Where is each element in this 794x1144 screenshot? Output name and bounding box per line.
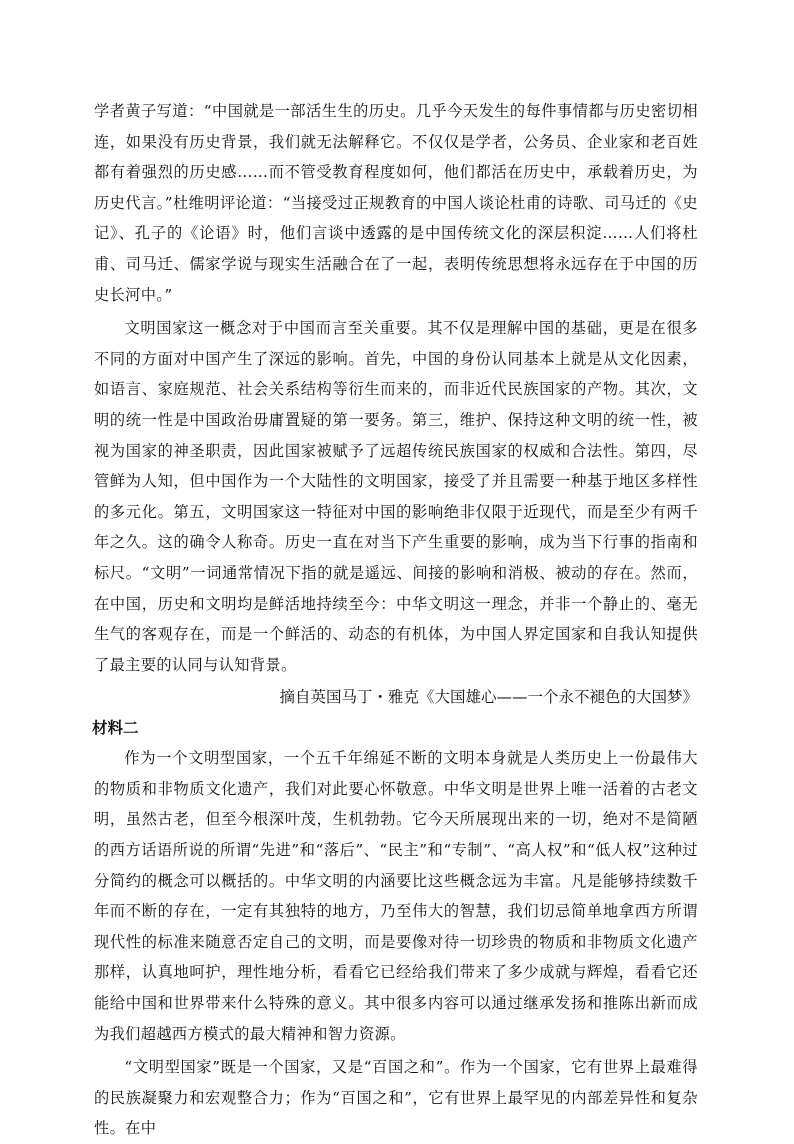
page-content	[94, 96, 698, 1144]
material2-heading: 材料二	[92, 719, 139, 738]
material1-paragraph-2: 文明国家这一概念对于中国而言至关重要。其不仅是理解中国的基础，更是在很多不同的方面对中国产生了深远的影响。首先，中国的身份认同基本上就是从文化因素，如语言、家庭规范、社会关系结构等衍生而来的，而非近代民族国家的产物。其次，文明的统一性是中国政治毋庸置疑的第一要务。第三，维护、保持这种文明的统一性，被视为国家的神圣职责，因此国家被赋予了远超传统民族国家的权威和合法性。第四，尽管鲜为人知，但中国作为一个大陆性的文明国家，接受了并且需要一种基于地区多样性的多元化。第五，文明国家这一特征对中国的影响绝非仅限于近现代，而是至少有两千年之久。这的确令人称奇。历史一直在对当下产生重要的影响，成为当下行事的指南和标尺。“文明”一词通常情况下指的就是遥远、间接的影响和消极、被动的存在。然而，在中国，历史和文明均是鲜活地持续至今：中华文明这一理念，并非一个静止的、毫无生气的客观存在，而是一个鲜活的、动态的有机体，为中国人界定国家和自我认知提供了最主要的认同与认知背景。	[94, 319, 698, 674]
material2-paragraph-2: “文明型国家”既是一个国家，又是“百国之和”。作为一个国家，它有世界上最难得的民族凝聚力和宏观整合力；作为“百国之和”，它有世界上最罕见的内部差异性和复杂性。在中	[94, 1058, 698, 1138]
material1-paragraph-1: 学者黄子写道：“中国就是一部活生生的历史。几乎今天发生的每件事情都与历史密切相连，如果没有历史背景，我们就无法解释它。不仅仅是学者，公务员、企业家和老百姓都有着强烈的历史感……而不管受教育程度如何，他们都活在历史中，承载着历史，为历史代言。”杜维明评论道：“当接受过正规教育的中国人谈论杜甫的诗歌、司马迁的《史记》、孔子的《论语》时，他们言谈中透露的是中国传统文化的深层积淀……人们将杜甫、司马迁、儒家学说与现实生活融合在了一起，表明传统思想将永远存在于中国的历史长河中。”	[94, 102, 698, 304]
material1-source: 摘自英国马丁・雅克《大国雄心——一个永不褪色的大国梦》	[279, 688, 698, 707]
material2-paragraph-1: 作为一个文明型国家，一个五千年绵延不断的文明本身就是人类历史上一份最伟大的物质和非物质文化遗产，我们对此要心怀敬意。中华文明是世界上唯一活着的古老文明，虽然古老，但至今根深叶茂，生机勃勃。它今天所展现出来的一切，绝对不是简陋的西方话语所说的所谓“先进”和“落后”、“民主”和“专制”、“高人权”和“低人权”这种过分简约的概念可以概括的。中华文明的内涵要比这些概念远为丰富。凡是能够持续数千年而不断的存在，一定有其独特的地方，乃至伟大的智慧，我们切忌简单地拿西方所谓现代性的标准来随意否定自己的文明，而是要像对待一切珍贵的物质和非物质文化遗产那样，认真地呵护，理性地分析，看看它已经给我们带来了多少成就与辉煌，看看它还能给中国和世界带来什么特殊的意义。其中很多内容可以通过继承发扬和推陈出新而成为我们超越西方模式的最大精神和智力资源。	[94, 749, 698, 1043]
